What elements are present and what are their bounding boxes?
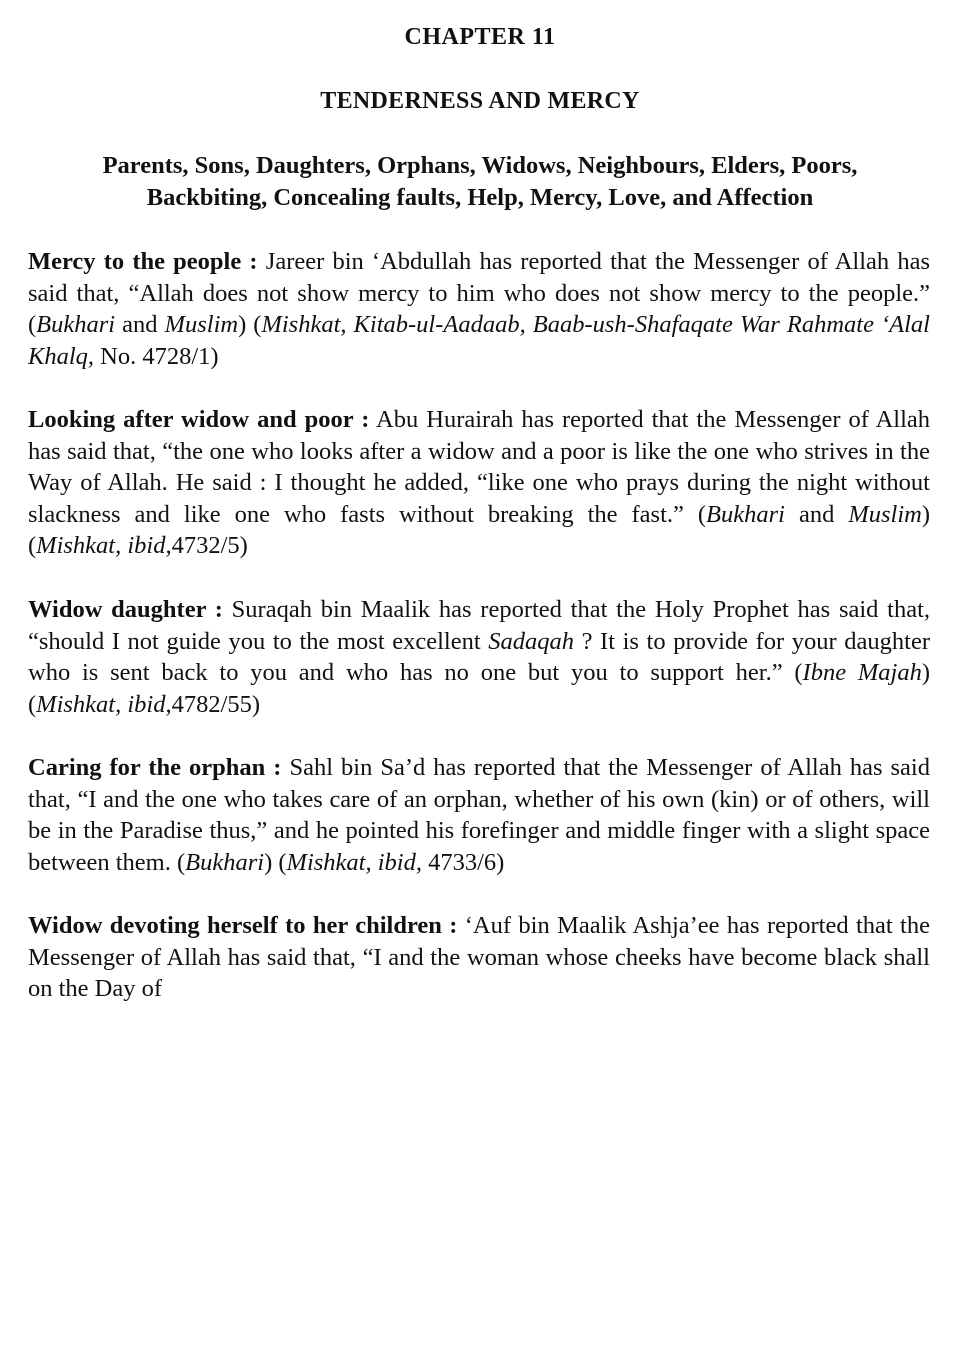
paragraph-caring-for-the-orphan xyxy=(28,752,930,878)
chapter-number: CHAPTER 11 xyxy=(404,24,556,50)
paragraph-looking-after-widow-and-poor xyxy=(28,404,930,562)
paragraph-mercy-to-the-people xyxy=(28,246,930,372)
paragraph-text: and xyxy=(115,311,165,338)
paragraph-text: ) ( xyxy=(238,311,262,338)
term-sadaqah: Sadaqah xyxy=(488,627,574,655)
source-citation: Muslim xyxy=(848,500,922,528)
chapter-topics: Parents, Sons, Daughters, Orphans, Widows, Neighbours, Elders, Poors, Backbiting, Concealing faults, Help, Mercy, Love, and Affection xyxy=(102,152,858,211)
reference-citation: Mishkat, Kitab-ul-Aadaab, Baab-ush-Shafaqate War Rahmate ‘Alal Khalq, xyxy=(28,311,930,370)
paragraph-heading: Caring for the orphan : xyxy=(28,754,282,781)
paragraph-text: ? It is to provide for your daughter who is sent back to you and who has no one but you to support her.” ( xyxy=(28,627,930,686)
source-citation: Muslim xyxy=(164,311,239,338)
paragraph-text: Abu Hurairah has reported that the Messenger of Allah has said that, “the one who looks after a widow and a poor is like the one who strives in the Way of Allah. He said : I thought he added, “like one who prays during the night without slackness and like one who fasts without breaking the fast.” ( xyxy=(28,406,931,528)
source-citation: Bukhari xyxy=(36,311,116,338)
chapter-title: TENDERNESS AND MERCY xyxy=(320,88,640,114)
paragraph-text: ) ( xyxy=(264,848,287,876)
paragraph-heading: Looking after widow and poor : xyxy=(28,406,370,433)
reference-number: No. 4728/1) xyxy=(94,342,219,370)
paragraph-heading: Mercy to the people : xyxy=(28,248,258,275)
reference-number: 4733/6) xyxy=(421,848,505,876)
paragraph-text: Jareer bin ‘Abdullah has reported that the Messenger of Allah has said that, “Allah does not show mercy to him who does not show mercy to the people.” ( xyxy=(28,248,930,338)
paragraph-heading: Widow daughter : xyxy=(28,596,223,623)
paragraph-widow-devoting-herself xyxy=(28,910,930,1005)
reference-citation: Mishkat, ibid, xyxy=(36,690,172,718)
reference-number: 4782/55) xyxy=(171,690,261,718)
paragraph-widow-daughter xyxy=(28,594,930,720)
reference-number: 4732/5) xyxy=(171,532,248,559)
paragraph-text: Suraqah bin Maalik has reported that the Holy Prophet has said that, “should I not guide you to the most excellent xyxy=(28,596,931,655)
source-citation: Bukhari xyxy=(706,500,785,528)
paragraph-text: Sahl bin Sa’d has reported that the Messenger of Allah has said that, “I and the one who takes care of an orphan, whether of his own (kin) or of others, will be in the Paradise thus,” and he pointed his forefinger and middle finger with a slight space between them. ( xyxy=(28,754,930,876)
paragraph-heading: Widow devoting herself to her children : xyxy=(28,912,458,939)
paragraph-text: ‘Auf bin Maalik Ashja’ee has reported that the Messenger of Allah has said that, “I and the woman whose cheeks have become black shall on the Day of xyxy=(28,912,930,1002)
paragraph-text: and xyxy=(784,500,849,528)
reference-citation: Mishkat, ibid, xyxy=(286,848,422,876)
reference-citation: Mishkat, ibid, xyxy=(36,532,172,559)
paragraph-text: ) ( xyxy=(28,659,931,718)
paragraph-text: ) ( xyxy=(28,500,931,559)
source-citation: Ibne Majah xyxy=(802,659,922,686)
source-citation: Bukhari xyxy=(185,848,265,876)
